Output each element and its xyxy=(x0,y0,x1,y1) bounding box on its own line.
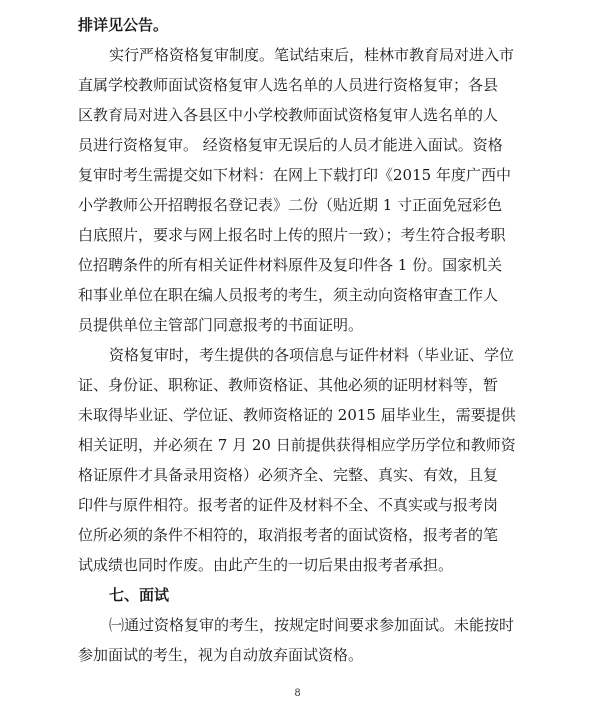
text-line: 格证原件才具备录用资格）必须齐全、完整、真实、有效，且复 xyxy=(78,466,499,484)
text-line: ㈠通过资格复审的考生，按规定时间要求参加面试。未能按时 xyxy=(109,616,515,634)
body-text xyxy=(78,10,525,670)
text-line: 资格复审时，考生提供的各项信息与证件材料（毕业证、学位 xyxy=(109,346,515,364)
text-line: 区教育局对进入各县区中小学校教师面试资格复审人选名单的人 xyxy=(78,106,499,124)
text-line: 未取得毕业证、学位证、教师资格证的 2015 届毕业生，需要提供 xyxy=(78,406,516,424)
text-line: 员进行资格复审。 经资格复审无误后的人员才能进入面试。资格 xyxy=(78,136,503,154)
text-line: 位招聘条件的所有相关证件材料原件及复印件各 1 份。国家机关 xyxy=(78,256,503,274)
text-line: 参加面试的考生，视为自动放弃面试资格。 xyxy=(78,646,364,664)
text-line: 复审时考生需提交如下材料：在网上下载打印《2015 年度广西中 xyxy=(78,166,511,184)
text-line: 排详见公告。 xyxy=(78,16,169,34)
text-line: 印件与原件相符。报考者的证件及材料不全、不真实或与报考岗 xyxy=(78,496,499,514)
page-number: 8 xyxy=(294,688,301,699)
text-line: 小学教师公开招聘报名登记表》二份（贴近期 1 寸正面免冠彩色 xyxy=(78,196,503,214)
text-line: 相关证明，并必须在 7 月 20 日前提供获得相应学历学位和教师资 xyxy=(78,436,516,454)
text-line: 位所必须的条件不相符的，取消报考者的面试资格，报考者的笔 xyxy=(78,526,499,544)
text-line: 白底照片，要求与网上报名时上传的照片一致）；考生符合报考职 xyxy=(78,226,506,244)
text-line: 实行严格资格复审制度。笔试结束后，桂林市教育局对进入市 xyxy=(109,46,515,64)
section-heading: 七、面试 xyxy=(109,586,170,604)
text-line: 证、身份证、职称证、教师资格证、其他必须的证明材料等，暂 xyxy=(78,376,499,394)
text-line: 试成绩也同时作废。由此产生的一切后果由报考者承担。 xyxy=(78,556,454,574)
text-line: 和事业单位在职在编人员报考的考生，须主动向资格审查工作人 xyxy=(78,286,499,304)
text-line: 直属学校教师面试资格复审人选名单的人员进行资格复审；各县 xyxy=(78,76,499,94)
text-line: 员提供单位主管部门同意报考的书面证明。 xyxy=(78,316,364,334)
